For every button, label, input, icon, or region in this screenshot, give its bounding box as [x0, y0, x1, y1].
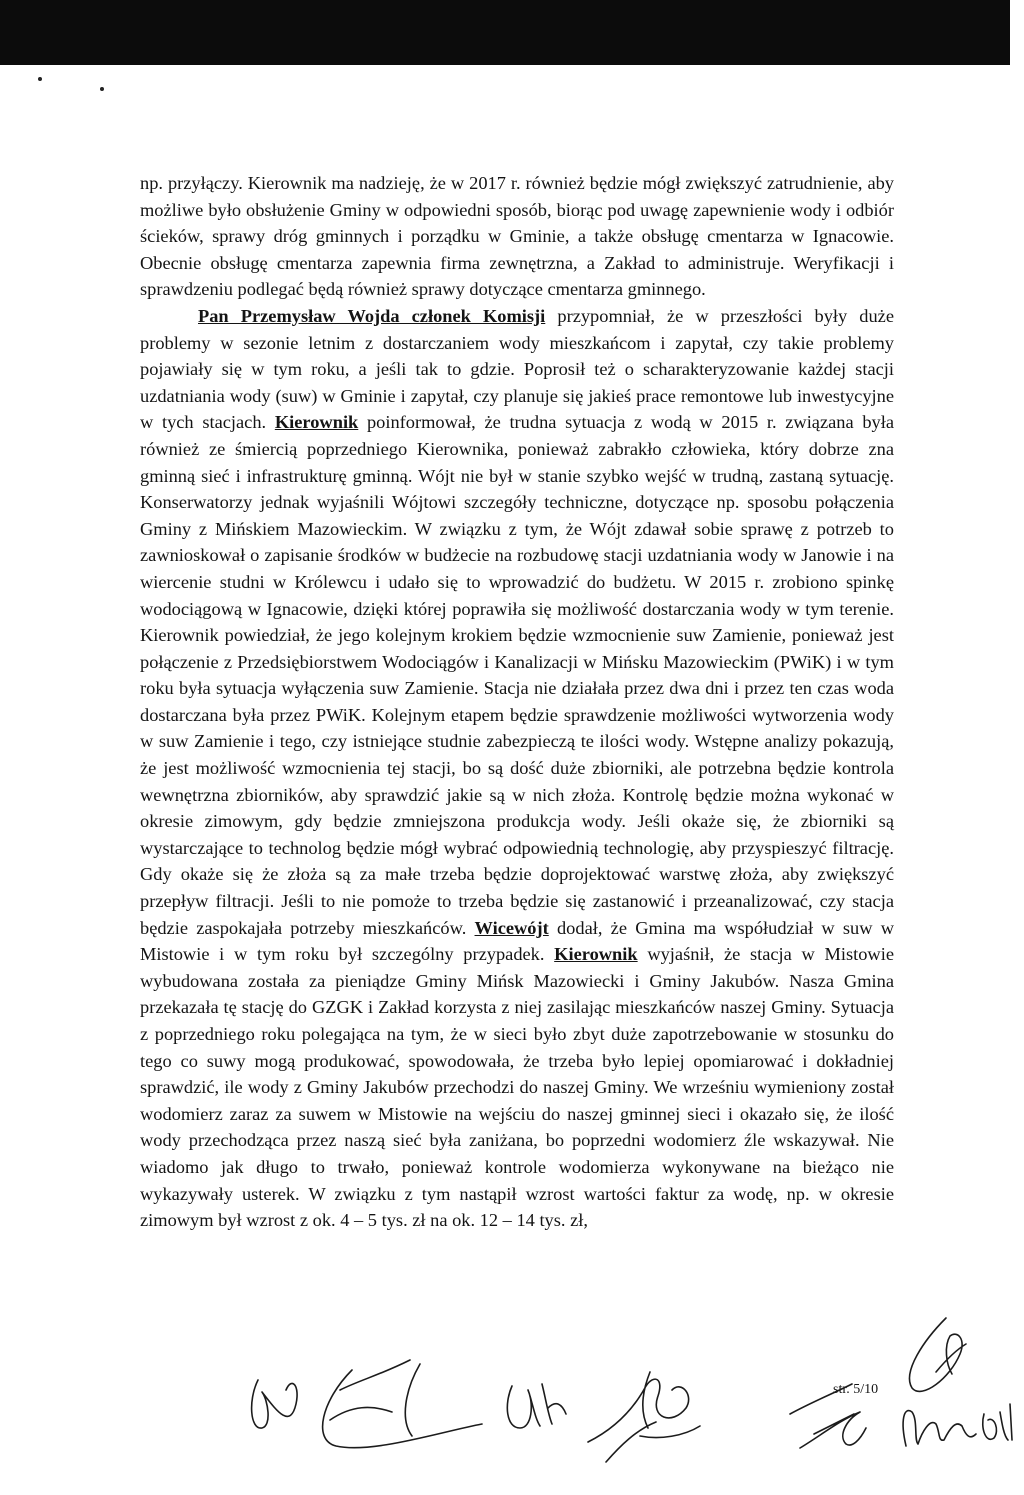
speaker-name: Kierownik	[554, 944, 638, 965]
speaker-name: Kierownik	[274, 412, 359, 433]
paragraph-text: np. przyłączy. Kierownik ma nadzieję, że w 2017 r. również będzie mógł zwiększyć zatrudnienie, aby możliwe było obsłużenie Gminy w odpowiedni sposób, biorąc pod uwagę zapewnienie wody i odbiór ścieków, sprawy dróg gminnych i porządku w Gminie, a także obsługę cmentarza w Ignacowie. Obecnie obsługę cmentarza zapewnia firma zewnętrzna, a Zakład to administruje. Weryfikacji i sprawdzeniu podlegać będą również sprawy dotyczące cmentarza gminnego.	[140, 173, 894, 300]
paragraph	[140, 170, 894, 303]
scan-top-border	[0, 0, 1010, 65]
scan-speck	[38, 77, 42, 81]
scan-speck	[100, 87, 104, 91]
signature-4	[588, 1372, 700, 1462]
paragraph-text: dodał, że Gmina ma współudział w suw w Mistowie i w tym roku był szczególny przypadek.	[140, 917, 894, 965]
page-number: str. 5/10	[833, 1382, 879, 1397]
document-body	[140, 170, 894, 1234]
paragraph-text: wyjaśnił, że stacja w Mistowie wybudowana została za pieniądze Gminy Mińsk Mazowiecki i Gminy Jakubów. Nasza Gmina przekazała tę stację do GZGK i Zakład korzysta z niej zasilając mieszkańców naszej Gminy. Sytuacja z poprzedniego roku polegająca na tym, że w sieci było zbyt duże zapotrzebowanie w stosunku do tego co suwy mogą produkować, spowodowała, że trzeba było lepiej opomiarować i dokładniej sprawdzić, ile wody z Gminy Jakubów przechodzi do naszej Gminy. We wrześniu wymieniony został wodomierz zaraz za suwem w Mistowie na wejściu do naszej gminnej sieci i okazało się, że ilość wody przechodząca przez naszą sieć była zaniżana, bo poprzedni wodomierz źle wskazywał. Nie wiadomo jak długo to trwało, ponieważ kontrole wodomierza wykonywane na bieżąco nie wykazywały usterek. W związku z tym nastąpił wzrost wartości faktur za wodę, np. w okresie zimowym był wzrost z ok. 4 – 5 tys. zł na ok. 12 – 14 tys. zł,	[140, 944, 894, 1231]
paragraph	[140, 303, 894, 1234]
paragraph-text: poinformował, że trudna sytuacja z wodą w 2015 r. związana była również ze śmiercią poprzedniego Kierownika, ponieważ zabrakło człowieka, który dobrze zna gminną sieć i infrastrukturę gminną. Wójt nie był w stanie szybko wejść w trudną, zastaną sytuację. Konserwatorzy jednak wyjaśnili Wójtowi szczegóły techniczne, dotyczące np. sposobu połączenia Gminy z Mińskiem Mazowieckim. W związku z tym, że Wójt zdawał sobie sprawę z potrzeb to zawnioskował o zapisanie środków w budżecie na rozbudowę stacji uzdatniania wody w Janowie i na wiercenie studni w Królewcu i udało się to wprowadzić do budżetu. W 2015 r. zrobiono spinkę wodociągową w Ignacowie, dzięki której poprawiła się możliwość dostarczania wody w tym terenie. Kierownik powiedział, że jego kolejnym krokiem będzie wzmocnienie suw Zamienie, ponieważ jest połączenie z Przedsiębiorstwem Wodociągów i Kanalizacji w Mińsku Mazowieckim (PWiK) i w tym roku była sytuacja wyłączenia suw Zamienie. Stacja nie działała przez dwa dni i przez ten czas woda dostarczana była przez PWiK. Kolejnym etapem będzie sprawdzenie możliwości wytworzenia wody w suw Zamienie i tego, czy istniejące studnie zabezpieczą te ilości wody. Wstępne analizy pokazują, że jest możliwość wzmocnienia tej stacji, bo są dość duże zbiorniki, ale potrzebna będzie kontrola wewnętrzna zbiorników, aby sprawdzić jakie są w nich złoża. Kontrolę będzie można wykonać w okresie zimowym, gdy będzie zmniejszona produkcja wody. Jeśli okaże się, że zbiorniki są wystarczające to technolog będzie mógł wybrać odpowiednią technologię, aby przyspieszyć filtrację. Gdy okaże się że złoża są za małe trzeba będzie doprojektować warstwę złoża, aby zwiększyć przepływ filtracji. Jeśli to nie pomoże to trzeba będzie się zastanowić i przeanalizować, czy stacja będzie zaspokajała potrzeby mieszkańców.	[140, 412, 894, 938]
signature-7	[903, 1404, 1012, 1446]
paragraph-text: przypomniał, że w przeszłości były duże problemy w sezonie letnim z dostarczaniem wody mieszkańcom i zapytał, czy takie problemy pojawiały się w tym roku, a jeśli tak to gdzie. Poprosił też o scharakteryzowanie każdej stacji uzdatniania wody (suw) w Gminie i zapytał, czy planuje się jakieś prace remontowe lub inwestycyjne w tych stacjach.	[140, 305, 894, 433]
signature-6	[910, 1318, 966, 1391]
signature-2	[323, 1360, 482, 1448]
speaker-name: Pan Przemysław Wojda członek Komisji	[198, 305, 546, 326]
signature-1	[252, 1380, 297, 1428]
signature-3	[507, 1384, 566, 1428]
speaker-name: Wicewójt	[474, 917, 549, 938]
